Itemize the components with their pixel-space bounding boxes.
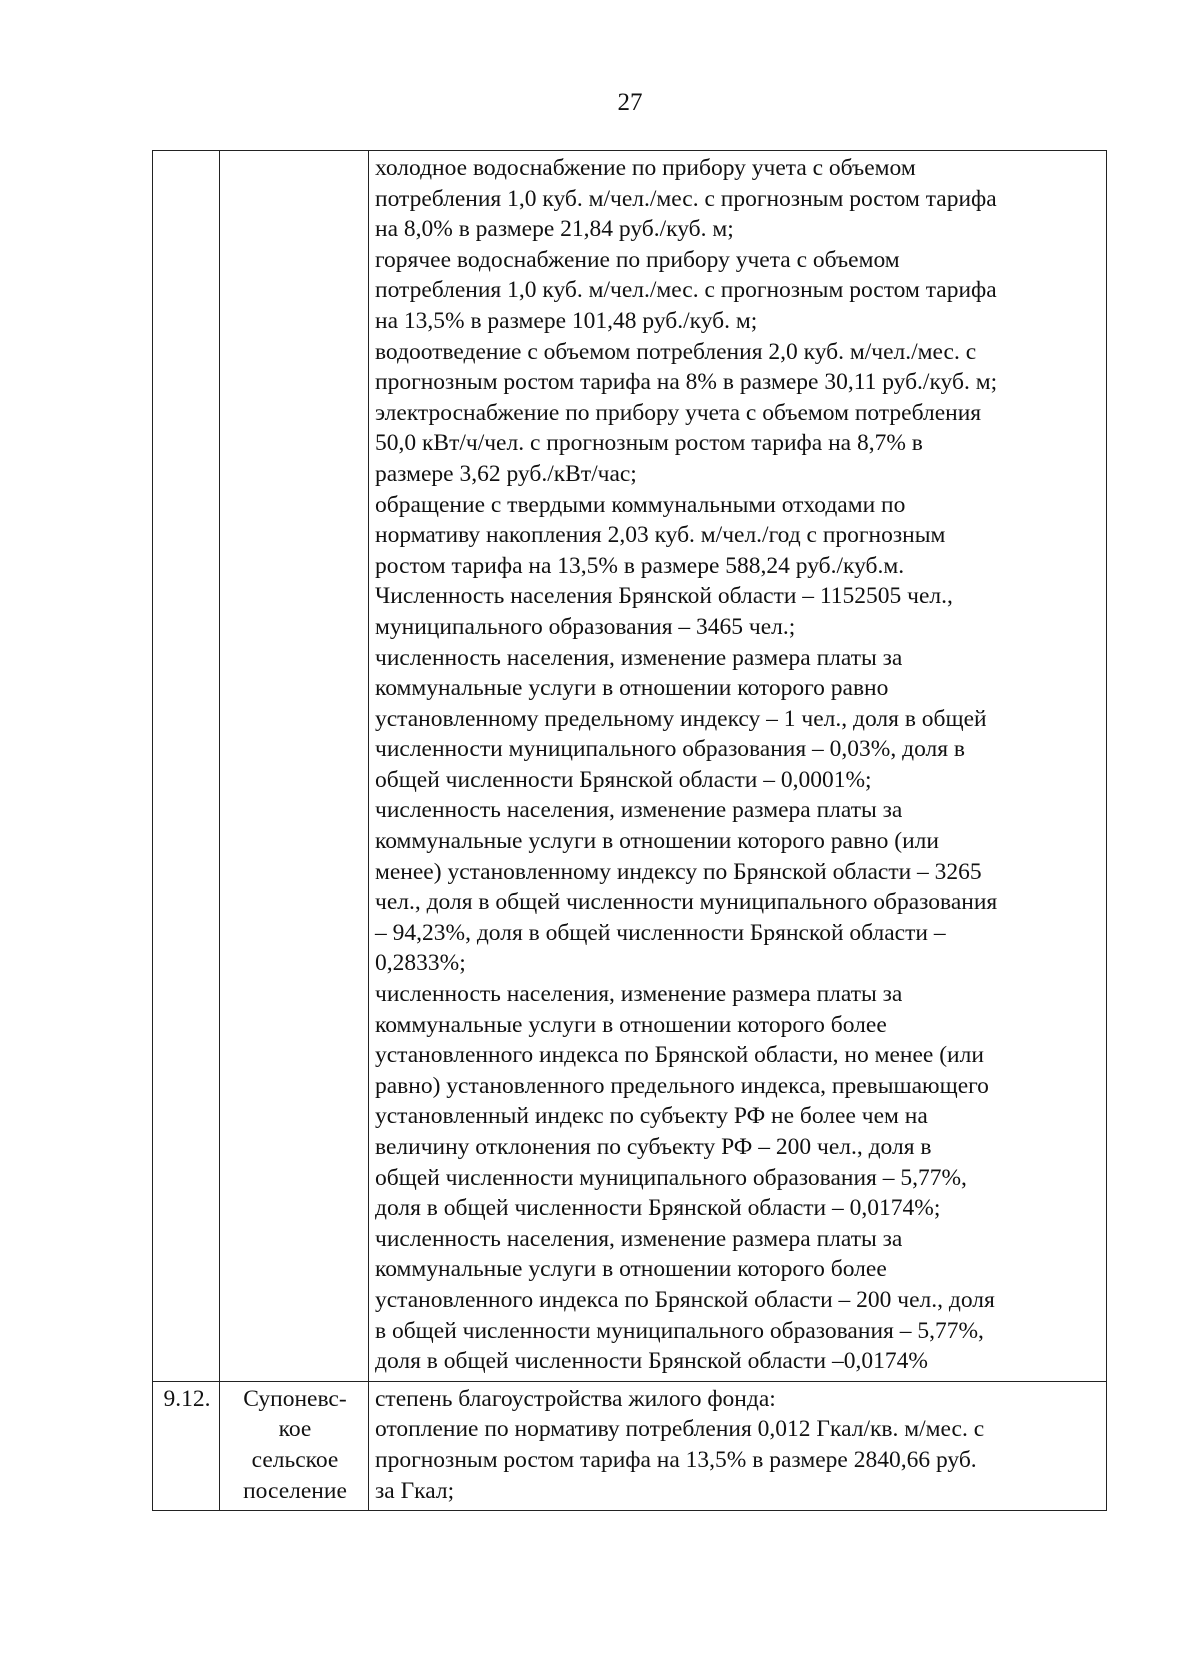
text-line: Численность населения Брянской области – 1152505 чел., [375, 583, 953, 610]
table-row [153, 1381, 1107, 1510]
row-number-cell [153, 151, 220, 1382]
text-line: за Гкал; [375, 1477, 455, 1504]
settlement-name-line: сельское [251, 1446, 339, 1473]
text-line: горячее водоснабжение по прибору учета с объемом [375, 246, 900, 273]
text-line: на 13,5% в размере 101,48 руб./куб. м; [375, 307, 758, 334]
text-line: холодное водоснабжение по прибору учета с объемом [375, 155, 916, 181]
page-number: 27 [617, 89, 643, 116]
text-line: менее) установленному индексу по Брянской области – 3265 [375, 858, 982, 885]
text-line: размере 3,62 руб./кВт/час; [375, 460, 637, 487]
text-line: 50,0 кВт/ч/чел. с прогнозным ростом тарифа на 8,7% в [375, 430, 923, 457]
text-line: электроснабжение по прибору учета с объемом потребления [375, 399, 982, 426]
text-line: доля в общей численности Брянской области –0,0174% [375, 1348, 928, 1375]
text-line: коммунальные услуги в отношении которого равно [375, 675, 889, 702]
settlement-name-cell [220, 151, 369, 1382]
text-line: нормативу накопления 2,03 куб. м/чел./год с прогнозным [375, 522, 946, 549]
text-line: потребления 1,0 куб. м/чел./мес. с прогнозным ростом тарифа [375, 277, 997, 304]
text-line: потребления 1,0 куб. м/чел./мес. с прогнозным ростом тарифа [375, 185, 997, 212]
text-line: степень благоустройства жилого фонда: [375, 1385, 776, 1412]
text-line: установленного индекса по Брянской области, но менее (или [375, 1042, 984, 1069]
text-line: водоотведение с объемом потребления 2,0 куб. м/чел./мес. с [375, 338, 977, 365]
table-row [153, 151, 1107, 1382]
text-line: обращение с твердыми коммунальными отходами по [375, 491, 906, 518]
text-line: численность населения, изменение размера платы за [375, 981, 903, 1008]
row-number-cell: 9.12. [153, 1381, 220, 1510]
text-line: общей численности муниципального образования – 5,77%, [375, 1164, 967, 1191]
text-line: общей численности Брянской области – 0,0001%; [375, 766, 872, 793]
text-line: ростом тарифа на 13,5% в размере 588,24 руб./куб.м. [375, 552, 905, 579]
text-line: установленный индекс по субъекту РФ не более чем на [375, 1103, 928, 1130]
description-cell [369, 151, 1107, 1382]
settlement-name-line: Супоневс- [243, 1385, 347, 1412]
text-line: коммунальные услуги в отношении которого более [375, 1011, 887, 1038]
text-line: прогнозным ростом тарифа на 8% в размере 30,11 руб./куб. м; [375, 369, 998, 396]
text-line: равно) установленного предельного индекса, превышающего [375, 1072, 989, 1099]
text-line: в общей численности муниципального образования – 5,77%, [375, 1317, 984, 1344]
text-line: установленному предельному индексу – 1 чел., доля в общей [375, 705, 987, 732]
tariff-table [152, 150, 1107, 1511]
text-line: численности муниципального образования – 0,03%, доля в [375, 736, 966, 763]
text-line: чел., доля в общей численности муниципального образования [375, 889, 998, 916]
text-line: прогнозным ростом тарифа на 13,5% в размере 2840,66 руб. [375, 1446, 977, 1473]
text-line: 0,2833%; [375, 950, 466, 977]
text-line: численность населения, изменение размера платы за [375, 1225, 903, 1252]
text-line: – 94,23%, доля в общей численности Брянской области – [375, 919, 946, 946]
text-line: величину отклонения по субъекту РФ – 200 чел., доля в [375, 1134, 932, 1160]
text-line: муниципального образования – 3465 чел.; [375, 613, 796, 640]
text-line: отопление по нормативу потребления 0,012 Гкал/кв. м/мес. с [375, 1416, 985, 1443]
text-line: численность населения, изменение размера платы за [375, 797, 903, 824]
description-cell [369, 1381, 1107, 1510]
text-line: установленного индекса по Брянской области – 200 чел., доля [375, 1286, 995, 1313]
text-line: коммунальные услуги в отношении которого более [375, 1256, 887, 1283]
settlement-name-line: поселение [243, 1477, 347, 1504]
text-line: численность населения, изменение размера платы за [375, 644, 903, 671]
settlement-name-line: кое [278, 1416, 312, 1443]
text-line: на 8,0% в размере 21,84 руб./куб. м; [375, 216, 734, 243]
settlement-name-cell [220, 1381, 369, 1510]
text-line: доля в общей численности Брянской области – 0,0174%; [375, 1195, 941, 1222]
text-line: коммунальные услуги в отношении которого равно (или [375, 828, 939, 855]
